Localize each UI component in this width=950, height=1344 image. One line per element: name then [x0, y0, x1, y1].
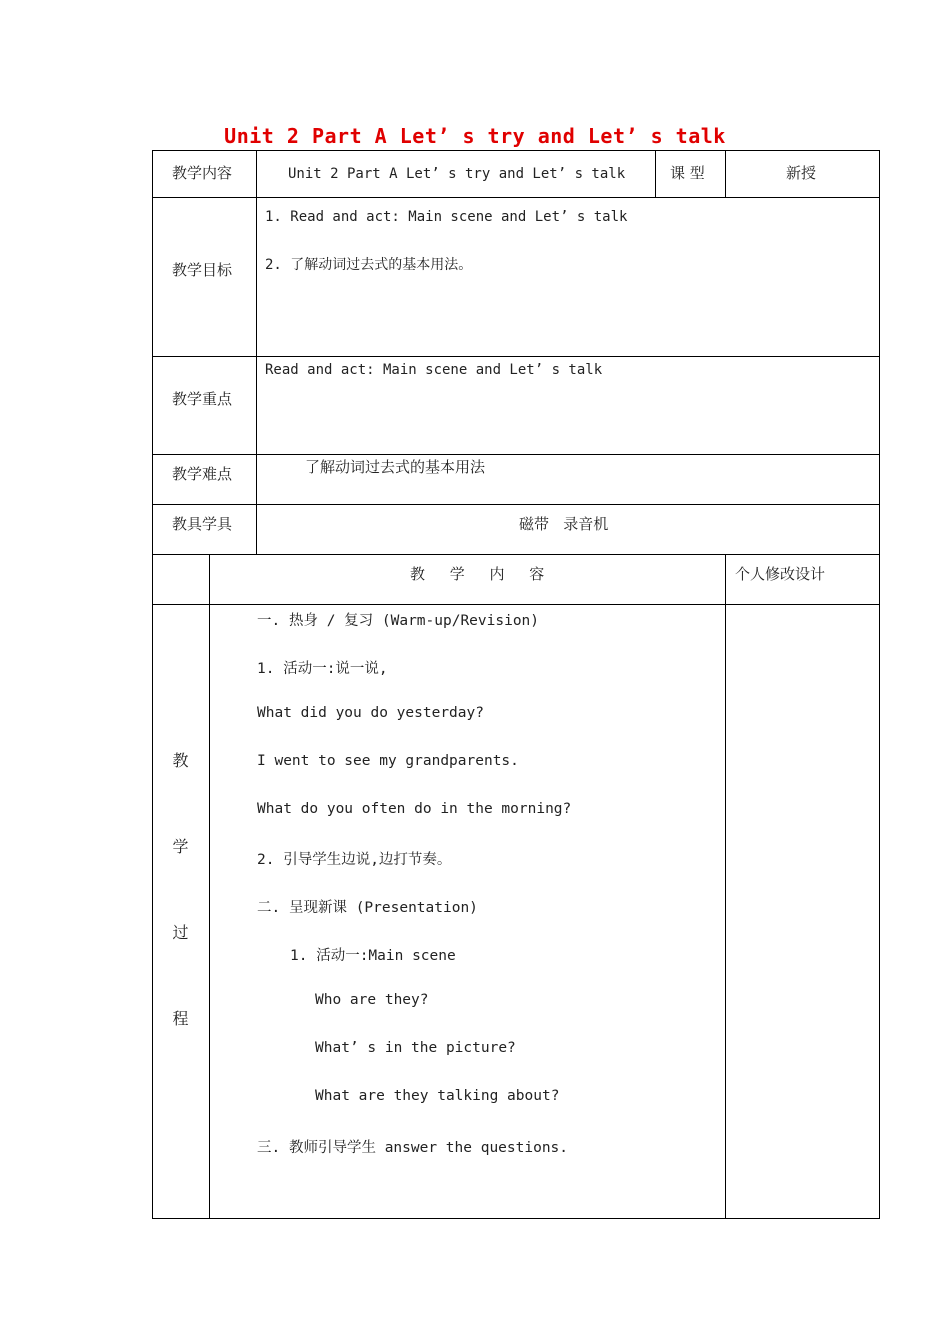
table-border-right — [879, 150, 880, 1219]
process-line: What did you do yesterday? — [257, 705, 484, 721]
teaching-content-label: 教学内容 — [172, 164, 233, 182]
process-label-char: 程 — [172, 1009, 189, 1028]
objectives-label: 教学目标 — [172, 261, 233, 279]
row-divider — [152, 454, 880, 455]
process-line: What are they talking about? — [315, 1088, 560, 1104]
table-border-left — [152, 150, 153, 1219]
process-label-char: 学 — [172, 837, 189, 856]
lesson-type-value: 新授 — [786, 164, 817, 182]
process-line: 1. 活动一:Main scene — [290, 948, 456, 964]
process-label-char: 教 — [172, 751, 189, 770]
objective-item: 1. Read and act: Main scene and Let’ s talk — [265, 209, 628, 225]
process-label-char: 过 — [172, 923, 189, 942]
col-divider — [655, 150, 656, 197]
process-line: 1. 活动一:说一说, — [257, 661, 388, 677]
col-divider — [209, 554, 210, 1219]
table-border-top — [152, 150, 880, 151]
lesson-type-label: 课 型 — [670, 164, 705, 182]
col-divider — [725, 150, 726, 197]
key-points-value: Read and act: Main scene and Let’ s talk — [265, 362, 603, 378]
document-title: Unit 2 Part A Let’ s try and Let’ s talk — [224, 124, 726, 148]
process-line: 三. 教师引导学生 answer the questions. — [257, 1140, 569, 1156]
objective-item: 2. 了解动词过去式的基本用法。 — [265, 257, 473, 273]
col-divider — [256, 150, 257, 554]
process-line: What do you often do in the morning? — [257, 801, 572, 817]
process-line: Who are they? — [315, 992, 429, 1008]
row-divider — [152, 554, 880, 555]
materials-label: 教具学具 — [172, 515, 233, 533]
materials-value: 磁带 录音机 — [519, 515, 609, 533]
key-points-label: 教学重点 — [172, 390, 233, 408]
process-line: 二. 呈现新课 (Presentation) — [257, 900, 478, 916]
difficulties-value: 了解动词过去式的基本用法 — [305, 458, 486, 476]
personal-design-header: 个人修改设计 — [735, 565, 826, 583]
process-line: 一. 热身 / 复习 (Warm-up/Revision) — [257, 613, 540, 629]
table-border-bottom — [152, 1218, 880, 1219]
content-header: 教 学 内 容 — [410, 565, 555, 583]
process-line: I went to see my grandparents. — [257, 753, 519, 769]
teaching-content-value: Unit 2 Part A Let’ s try and Let’ s talk — [288, 166, 626, 182]
process-line: What’ s in the picture? — [315, 1040, 516, 1056]
row-divider — [152, 197, 880, 198]
col-divider — [725, 554, 726, 1219]
difficulties-label: 教学难点 — [172, 465, 233, 483]
process-line: 2. 引导学生边说,边打节奏。 — [257, 852, 452, 868]
lesson-plan-table — [152, 150, 880, 1219]
row-divider — [152, 504, 880, 505]
row-divider — [152, 604, 880, 605]
row-divider — [152, 356, 880, 357]
